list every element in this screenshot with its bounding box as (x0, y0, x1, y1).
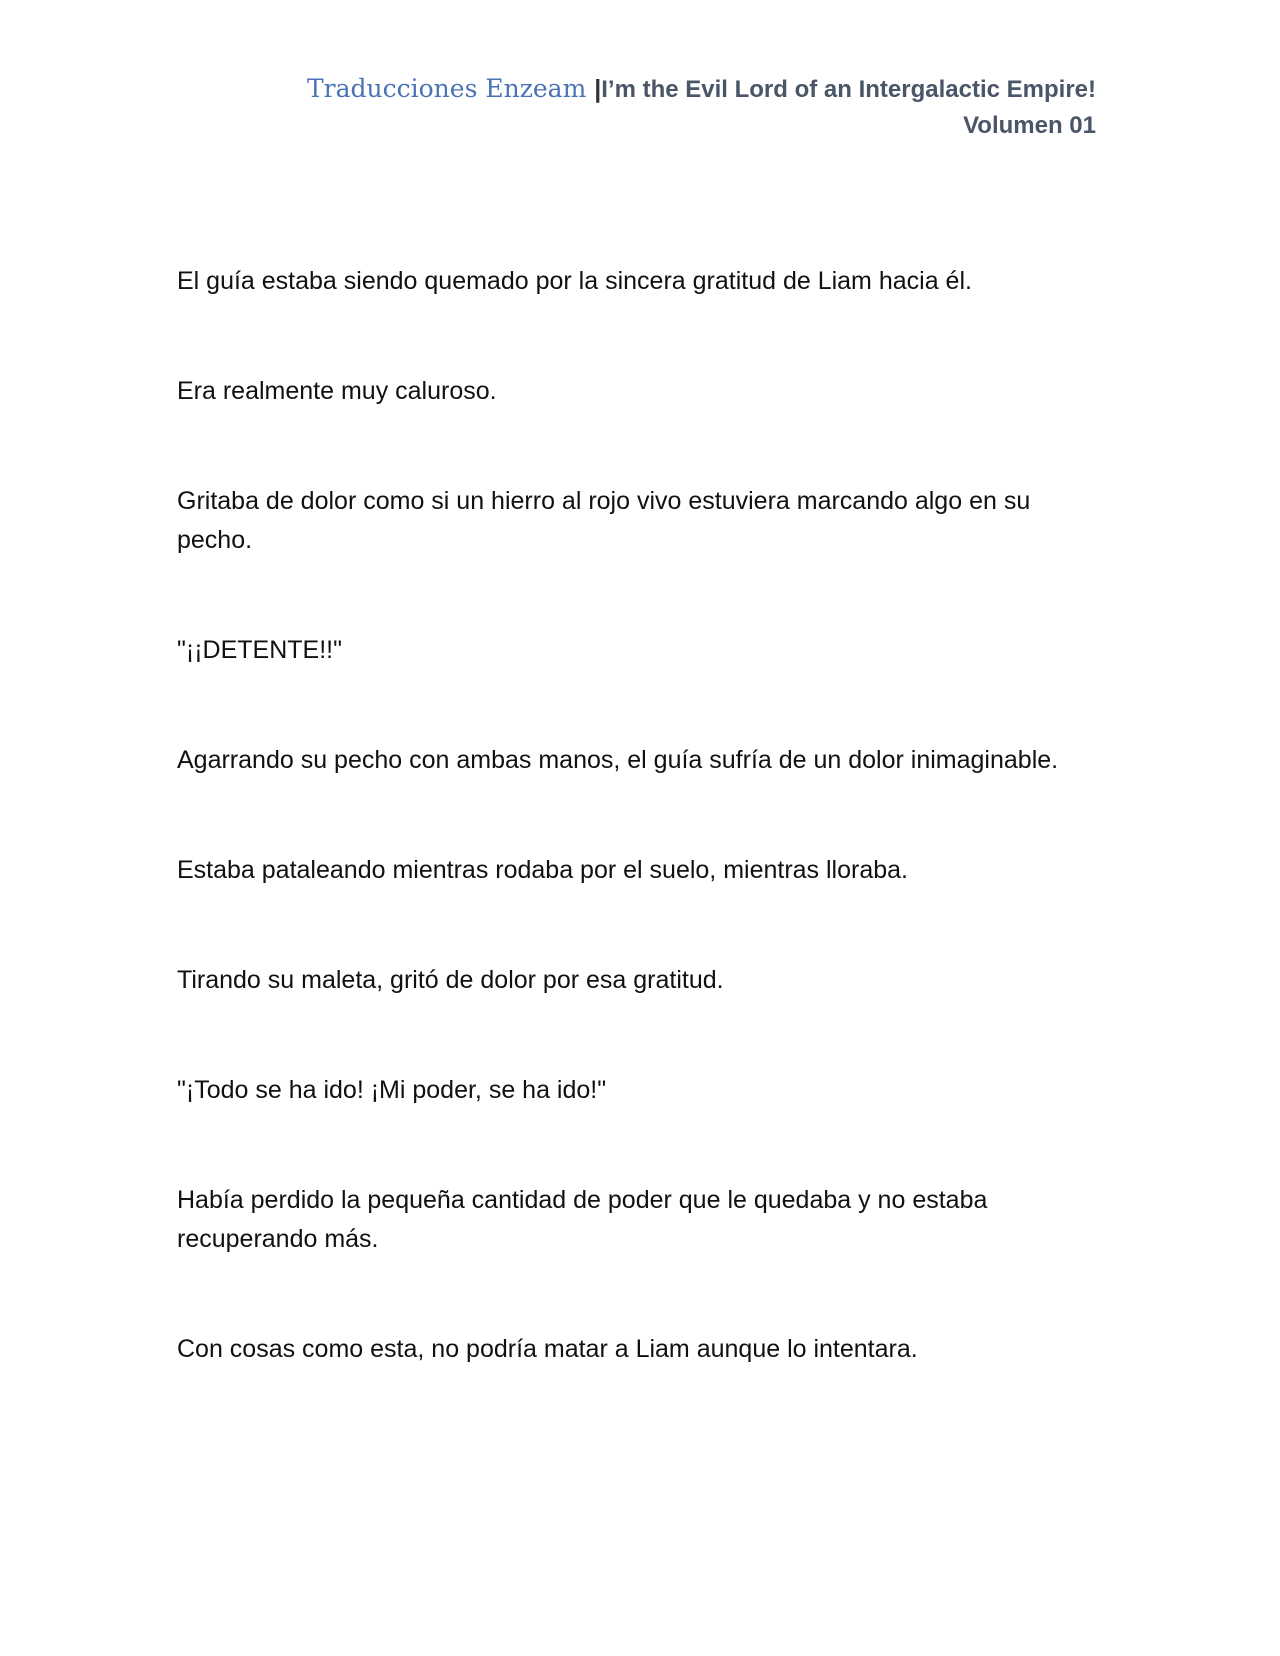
paragraph: Tirando su maleta, gritó de dolor por esa gratitud. (177, 966, 724, 994)
paragraph: "¡¡DETENTE!!" (177, 636, 342, 664)
translator-brand: Traducciones Enzeam (307, 74, 595, 103)
paragraph: Con cosas como esta, no podría matar a Liam aunque lo intentara. (177, 1335, 918, 1363)
series-title: I’m the Evil Lord of an Intergalactic Empire! (601, 76, 1096, 103)
header-separator: | (594, 75, 602, 103)
paragraph: El guía estaba siendo quemado por la sincera gratitud de Liam hacia él. (177, 267, 972, 295)
header-title-line (307, 72, 1096, 109)
document-body (177, 262, 1107, 1440)
volume-label: Volumen 01 (963, 112, 1096, 139)
paragraph: Agarrando su pecho con ambas manos, el guía sufría de un dolor inimaginable. (177, 746, 1059, 774)
paragraph: Era realmente muy caluroso. (177, 377, 497, 405)
paragraph: Estaba pataleando mientras rodaba por el suelo, mientras lloraba. (177, 856, 908, 884)
paragraph: Gritaba de dolor como si un hierro al rojo vivo estuviera marcando algo en su pecho. (177, 487, 1031, 554)
page-header (307, 72, 1096, 142)
paragraph: "¡Todo se ha ido! ¡Mi poder, se ha ido!" (177, 1076, 607, 1104)
paragraph: Había perdido la pequeña cantidad de poder que le quedaba y no estaba recuperando más. (177, 1186, 988, 1253)
